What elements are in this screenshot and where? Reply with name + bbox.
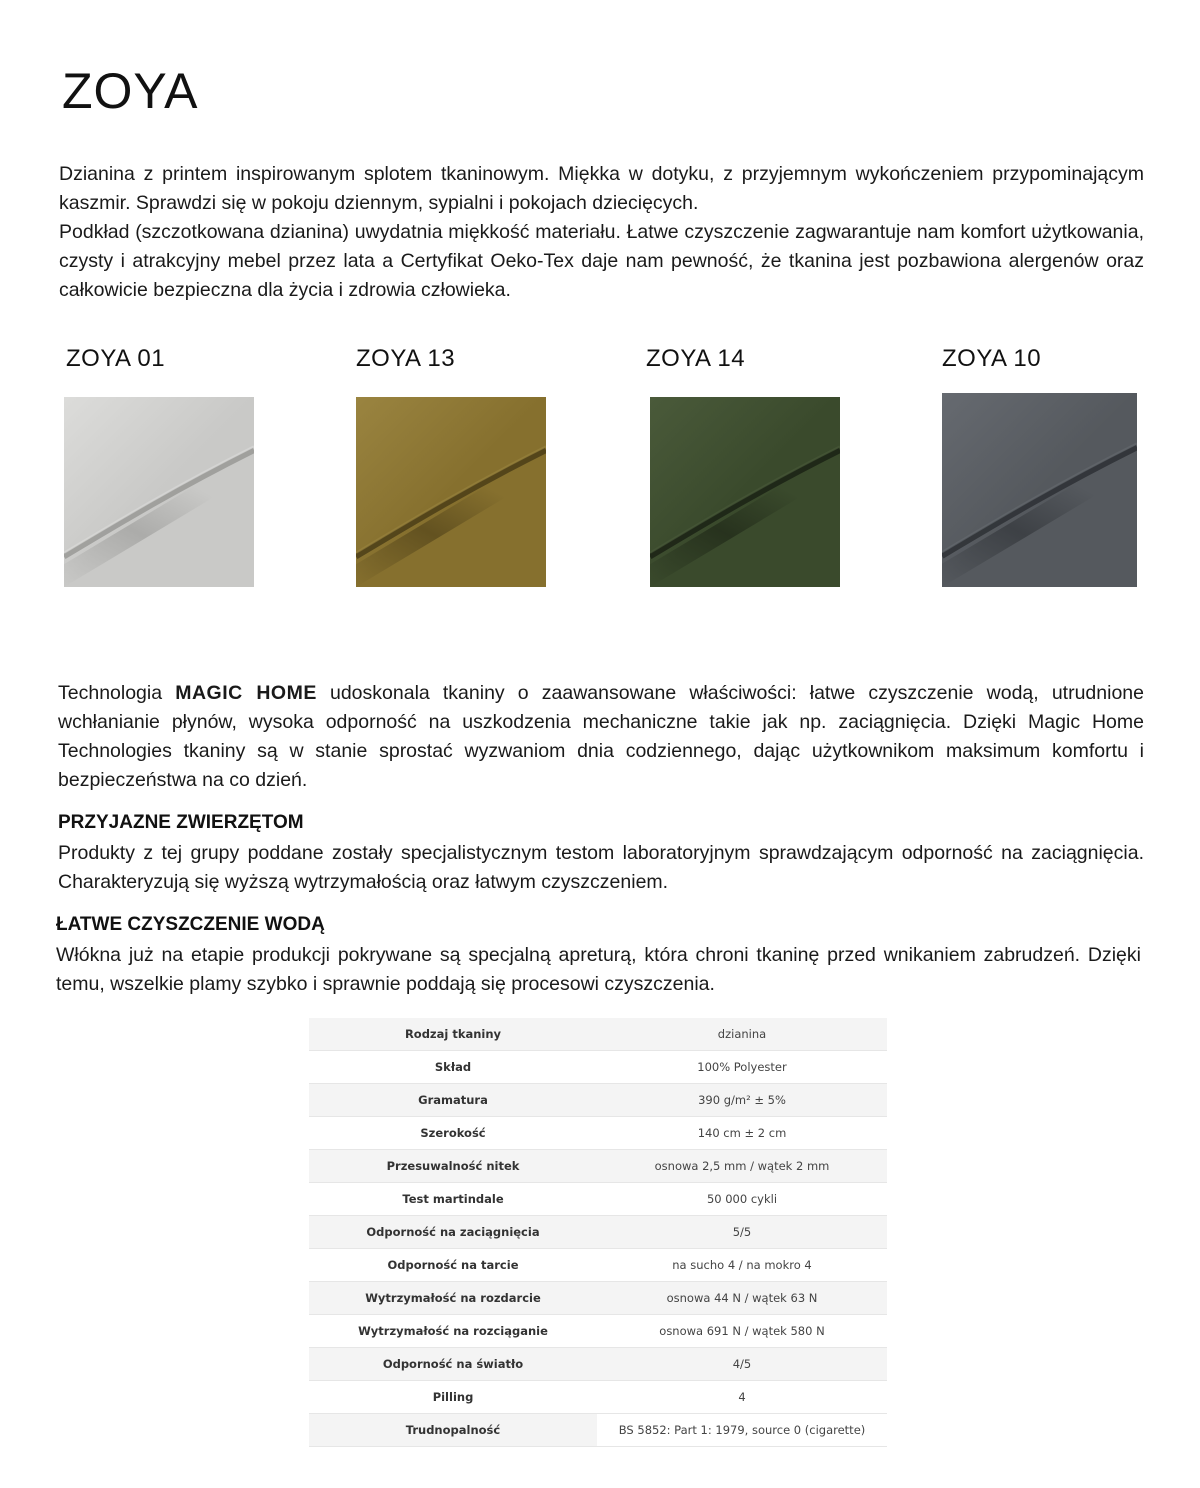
spec-value: 4/5 [597, 1348, 887, 1381]
spec-row [309, 1381, 887, 1414]
spec-value: osnowa 44 N / wątek 63 N [597, 1282, 887, 1315]
magic-home-brand: MAGIC HOME [175, 682, 317, 704]
spec-value: dzianina [597, 1018, 887, 1051]
spec-key: Odporność na tarcie [309, 1249, 597, 1282]
magic-home-post: udoskonala tkaniny o zaawansowane właściwości: łatwe czyszczenie wodą, utrudnione wchłanianie płynów, wysoka odporność na uszkodzenia mechaniczne takie jak np. zaciągnięcia. Dzięki Magic Home Technologies tkaniny są w stanie sprostać wyzwaniom dnia codziennego, dając użytkownikom maksimum komfortu i bezpieczeństwa na co dzień. [58, 682, 1144, 791]
spec-key: Skład [309, 1051, 597, 1084]
spec-row [309, 1183, 887, 1216]
spec-value: 100% Polyester [597, 1051, 887, 1084]
swatch-image-zoya-10 [942, 393, 1137, 587]
spec-key: Rodzaj tkaniny [309, 1018, 597, 1051]
swatch-image-zoya-14 [650, 397, 840, 587]
spec-row [309, 1084, 887, 1117]
spec-table [309, 1018, 887, 1447]
swatch-label-zoya-14: ZOYA 14 [646, 345, 746, 372]
intro-text [59, 160, 1144, 305]
spec-value: na sucho 4 / na mokro 4 [597, 1249, 887, 1282]
spec-row [309, 1051, 887, 1084]
spec-value: 5/5 [597, 1216, 887, 1249]
spec-key: Wytrzymałość na rozdarcie [309, 1282, 597, 1315]
spec-row [309, 1348, 887, 1381]
spec-key: Trudnopalność [309, 1414, 597, 1447]
spec-row [309, 1249, 887, 1282]
swatch-label-zoya-01: ZOYA 01 [66, 345, 166, 372]
spec-key: Wytrzymałość na rozciąganie [309, 1315, 597, 1348]
spec-value: BS 5852: Part 1: 1979, source 0 (cigarette) [597, 1414, 887, 1447]
spec-value: osnowa 2,5 mm / wątek 2 mm [597, 1150, 887, 1183]
page-title: ZOYA [62, 63, 199, 119]
spec-value: 4 [597, 1381, 887, 1414]
spec-key: Test martindale [309, 1183, 597, 1216]
swatch-image-zoya-01 [64, 397, 254, 587]
spec-value: osnowa 691 N / wątek 580 N [597, 1315, 887, 1348]
spec-row [309, 1150, 887, 1183]
spec-row [309, 1414, 887, 1447]
spec-key: Odporność na światło [309, 1348, 597, 1381]
cleaning-heading: ŁATWE CZYSZCZENIE WODĄ [56, 914, 325, 935]
spec-row [309, 1018, 887, 1051]
magic-home-paragraph [58, 679, 1144, 795]
magic-home-pre: Technologia [58, 682, 176, 704]
swatch-image-zoya-13 [356, 397, 546, 587]
spec-key: Pilling [309, 1381, 597, 1414]
intro-paragraph-2: Podkład (szczotkowana dzianina) uwydatnia miękkość materiału. Łatwe czyszczenie zagwarantuje nam komfort użytkowania, czysty i atrakcyjny mebel przez lata a Certyfikat Oeko-Tex daje nam pewność, że tkanina jest pozbawiona alergenów oraz całkowicie bezpieczna dla życia i zdrowia człowieka. [59, 221, 1144, 301]
spec-key: Odporność na zaciągnięcia [309, 1216, 597, 1249]
spec-row [309, 1315, 887, 1348]
intro-paragraph-1: Dzianina z printem inspirowanym splotem tkaninowym. Miękka w dotyku, z przyjemnym wykończeniem przypominającym kaszmir. Sprawdzi się w pokoju dziennym, sypialni i pokojach dziecięcych. [59, 163, 1144, 214]
spec-row [309, 1216, 887, 1249]
pets-paragraph: Produkty z tej grupy poddane zostały specjalistycznym testom laboratoryjnym sprawdzającym odporność na zaciągnięcia. Charakteryzują się wyższą wytrzymałością oraz łatwym czyszczeniem. [58, 842, 1144, 893]
pets-heading: PRZYJAZNE ZWIERZĘTOM [58, 812, 304, 833]
swatch-label-zoya-10: ZOYA 10 [942, 345, 1042, 372]
spec-row [309, 1117, 887, 1150]
spec-key: Szerokość [309, 1117, 597, 1150]
spec-value: 140 cm ± 2 cm [597, 1117, 887, 1150]
spec-value: 390 g/m² ± 5% [597, 1084, 887, 1117]
swatch-label-zoya-13: ZOYA 13 [356, 345, 456, 372]
cleaning-paragraph: Włókna już na etapie produkcji pokrywane są specjalną apreturą, która chroni tkaninę przed wnikaniem zabrudzeń. Dzięki temu, wszelkie plamy szybko i sprawnie poddają się procesowi czyszczenia. [56, 944, 1141, 995]
spec-key: Gramatura [309, 1084, 597, 1117]
spec-key: Przesuwalność nitek [309, 1150, 597, 1183]
spec-value: 50 000 cykli [597, 1183, 887, 1216]
spec-row [309, 1282, 887, 1315]
